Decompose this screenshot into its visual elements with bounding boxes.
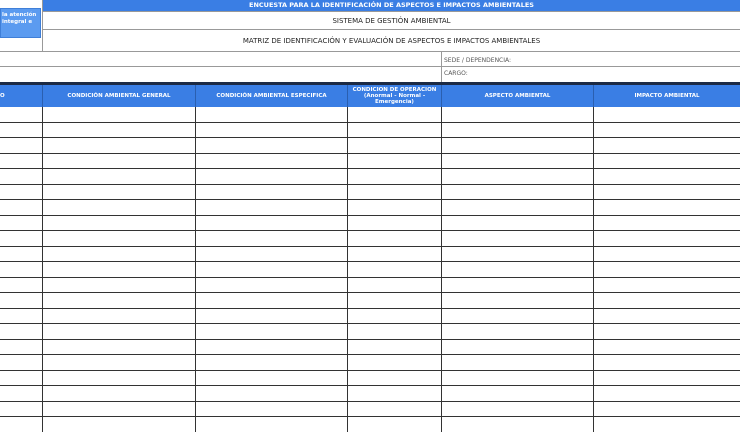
table-cell[interactable] xyxy=(442,278,594,294)
table-cell[interactable] xyxy=(594,262,740,278)
table-cell[interactable] xyxy=(43,247,196,263)
table-cell[interactable] xyxy=(196,200,348,216)
table-cell[interactable] xyxy=(442,185,594,201)
table-cell[interactable] xyxy=(348,216,442,232)
table-cell[interactable] xyxy=(594,417,740,432)
table-cell[interactable] xyxy=(594,340,740,356)
table-cell[interactable] xyxy=(196,123,348,139)
table-cell[interactable] xyxy=(0,231,43,247)
table-cell[interactable] xyxy=(442,123,594,139)
table-cell[interactable] xyxy=(0,169,43,185)
table-cell[interactable] xyxy=(196,371,348,387)
table-cell[interactable] xyxy=(43,278,196,294)
table-cell[interactable] xyxy=(348,107,442,123)
table-cell[interactable] xyxy=(196,231,348,247)
table-cell[interactable] xyxy=(196,185,348,201)
table-cell[interactable] xyxy=(43,138,196,154)
table-cell[interactable] xyxy=(0,355,43,371)
table-cell[interactable] xyxy=(442,154,594,170)
table-cell[interactable] xyxy=(43,340,196,356)
table-cell[interactable] xyxy=(0,309,43,325)
field-divider xyxy=(0,66,740,67)
table-cell[interactable] xyxy=(594,247,740,263)
table-cell[interactable] xyxy=(348,169,442,185)
table-cell[interactable] xyxy=(442,371,594,387)
table-cell[interactable] xyxy=(348,340,442,356)
table-cell[interactable] xyxy=(348,402,442,418)
table-cell[interactable] xyxy=(196,247,348,263)
column-header-impacto: IMPACTO AMBIENTAL xyxy=(594,85,740,107)
data-table xyxy=(0,107,740,432)
table-cell[interactable] xyxy=(442,262,594,278)
table-cell[interactable] xyxy=(348,309,442,325)
table-cell[interactable] xyxy=(43,123,196,139)
table-cell[interactable] xyxy=(348,231,442,247)
table-cell[interactable] xyxy=(348,247,442,263)
table-cell[interactable] xyxy=(0,107,43,123)
table-cell[interactable] xyxy=(348,185,442,201)
table-cell[interactable] xyxy=(196,216,348,232)
table-cell[interactable] xyxy=(594,169,740,185)
table-cell[interactable] xyxy=(0,293,43,309)
table-cell[interactable] xyxy=(196,417,348,432)
column-header-aspecto: ASPECTO AMBIENTAL xyxy=(442,85,594,107)
column-header-especifica: CONDICIÓN AMBIENTAL ESPECIFICA xyxy=(196,85,348,107)
organization-logo xyxy=(0,8,41,38)
table-cell[interactable] xyxy=(442,293,594,309)
table-cell[interactable] xyxy=(43,324,196,340)
table-cell[interactable] xyxy=(0,200,43,216)
table-cell[interactable] xyxy=(0,340,43,356)
table-cell[interactable] xyxy=(594,355,740,371)
table-cell[interactable] xyxy=(43,200,196,216)
table-cell[interactable] xyxy=(442,355,594,371)
table-cell[interactable] xyxy=(0,417,43,432)
table-cell[interactable] xyxy=(594,293,740,309)
table-cell[interactable] xyxy=(442,247,594,263)
table-cell[interactable] xyxy=(0,123,43,139)
table-cell[interactable] xyxy=(594,107,740,123)
header-divider xyxy=(43,29,740,30)
header-divider xyxy=(42,0,43,51)
table-cell[interactable] xyxy=(196,278,348,294)
table-cell[interactable] xyxy=(594,231,740,247)
survey-title: ENCUESTA PARA LA IDENTIFICACIÓN DE ASPECTOS E IMPACTOS AMBIENTALES xyxy=(43,0,740,11)
table-cell[interactable] xyxy=(594,154,740,170)
table-cell[interactable] xyxy=(594,402,740,418)
table-cell[interactable] xyxy=(43,231,196,247)
table-cell[interactable] xyxy=(196,138,348,154)
table-cell[interactable] xyxy=(196,309,348,325)
table-cell[interactable] xyxy=(594,216,740,232)
table-cell[interactable] xyxy=(0,278,43,294)
table-cell[interactable] xyxy=(594,185,740,201)
table-cell[interactable] xyxy=(442,386,594,402)
sede-field[interactable]: SEDE / DEPENDENCIA: xyxy=(444,57,512,64)
table-cell[interactable] xyxy=(43,293,196,309)
column-header-operacion: CONDICION DE OPERACION (Anormal - Normal - Emergencia) xyxy=(348,85,442,107)
table-cell[interactable] xyxy=(442,309,594,325)
table-cell[interactable] xyxy=(348,200,442,216)
column-header-general: CONDICIÓN AMBIENTAL GENERAL xyxy=(43,85,196,107)
table-cell[interactable] xyxy=(43,154,196,170)
table-cell[interactable] xyxy=(442,200,594,216)
table-cell[interactable] xyxy=(196,324,348,340)
table-cell[interactable] xyxy=(348,324,442,340)
table-cell[interactable] xyxy=(348,138,442,154)
cargo-field[interactable]: CARGO: xyxy=(444,70,468,77)
table-cell[interactable] xyxy=(0,386,43,402)
header-divider xyxy=(43,11,740,12)
table-cell[interactable] xyxy=(43,402,196,418)
table-cell[interactable] xyxy=(594,123,740,139)
table-cell[interactable] xyxy=(348,123,442,139)
table-cell[interactable] xyxy=(594,324,740,340)
table-cell[interactable] xyxy=(0,402,43,418)
table-cell[interactable] xyxy=(594,371,740,387)
table-cell[interactable] xyxy=(196,262,348,278)
table-cell[interactable] xyxy=(43,262,196,278)
table-cell[interactable] xyxy=(43,309,196,325)
table-cell[interactable] xyxy=(196,293,348,309)
table-cell[interactable] xyxy=(594,278,740,294)
table-cell[interactable] xyxy=(43,371,196,387)
field-divider xyxy=(441,51,442,82)
table-cell[interactable] xyxy=(348,417,442,432)
table-cell[interactable] xyxy=(0,138,43,154)
header-divider xyxy=(0,51,740,52)
table-cell[interactable] xyxy=(442,138,594,154)
table-cell[interactable] xyxy=(0,324,43,340)
table-cell[interactable] xyxy=(348,278,442,294)
table-cell[interactable] xyxy=(43,216,196,232)
table-cell[interactable] xyxy=(0,262,43,278)
table-cell[interactable] xyxy=(196,402,348,418)
table-cell[interactable] xyxy=(43,185,196,201)
table-cell[interactable] xyxy=(594,138,740,154)
table-cell[interactable] xyxy=(348,262,442,278)
table-cell[interactable] xyxy=(594,200,740,216)
table-cell[interactable] xyxy=(0,247,43,263)
table-cell[interactable] xyxy=(348,386,442,402)
table-cell[interactable] xyxy=(348,355,442,371)
table-cell[interactable] xyxy=(196,107,348,123)
logo-text: la atención integral e xyxy=(2,12,37,25)
table-cell[interactable] xyxy=(442,340,594,356)
table-cell[interactable] xyxy=(43,355,196,371)
table-cell[interactable] xyxy=(442,417,594,432)
table-cell[interactable] xyxy=(0,154,43,170)
table-cell[interactable] xyxy=(442,107,594,123)
system-title: SISTEMA DE GESTIÓN AMBIENTAL xyxy=(332,17,451,25)
table-cell[interactable] xyxy=(594,386,740,402)
table-cell[interactable] xyxy=(196,340,348,356)
table-cell[interactable] xyxy=(348,371,442,387)
table-cell[interactable] xyxy=(43,417,196,432)
table-cell[interactable] xyxy=(442,169,594,185)
table-cell[interactable] xyxy=(196,386,348,402)
table-cell[interactable] xyxy=(0,371,43,387)
table-cell[interactable] xyxy=(196,355,348,371)
table-cell[interactable] xyxy=(0,185,43,201)
table-cell[interactable] xyxy=(43,169,196,185)
table-cell[interactable] xyxy=(0,216,43,232)
table-cell[interactable] xyxy=(43,107,196,123)
table-cell[interactable] xyxy=(196,154,348,170)
column-header-0: O xyxy=(0,85,43,107)
table-cell[interactable] xyxy=(196,169,348,185)
table-cell[interactable] xyxy=(348,293,442,309)
table-cell[interactable] xyxy=(348,154,442,170)
matrix-title: MATRIZ DE IDENTIFICACIÓN Y EVALUACIÓN DE ASPECTOS E IMPACTOS AMBIENTALES xyxy=(242,37,541,45)
table-cell[interactable] xyxy=(43,386,196,402)
table-cell[interactable] xyxy=(442,231,594,247)
table-cell[interactable] xyxy=(442,216,594,232)
table-cell[interactable] xyxy=(442,324,594,340)
table-cell[interactable] xyxy=(594,309,740,325)
table-cell[interactable] xyxy=(442,402,594,418)
